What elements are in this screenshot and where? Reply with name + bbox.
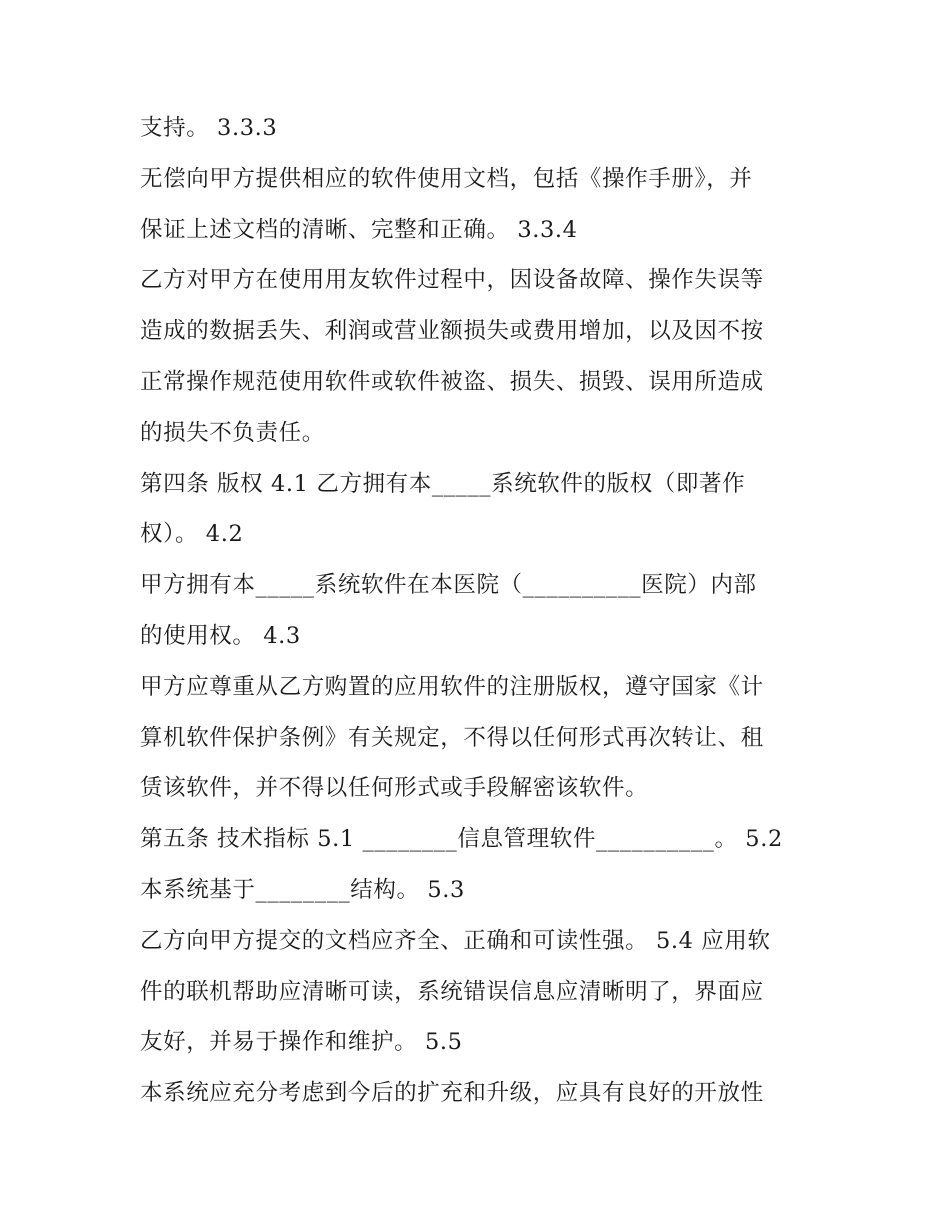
text-line: 算机软件保护条例》有关规定，不得以任何形式再次转让、租	[140, 724, 764, 751]
document-body	[140, 103, 820, 1119]
section-heading-line: 第五条 技术指标 5.1 ________信息管理软件__________。 5.2	[140, 826, 783, 853]
text-line: 本系统应充分考虑到今后的扩充和升级，应具有良好的开放性	[140, 1080, 764, 1107]
text-line: 保证上述文档的清晰、完整和正确。 3.3.4	[140, 216, 578, 243]
text-line: 甲方拥有本_____系统软件在本医院（__________医院）内部	[140, 572, 757, 599]
text-line: 赁该软件，并不得以任何形式或手段解密该软件。	[140, 775, 649, 802]
text-line: 本系统基于________结构。 5.3	[140, 876, 465, 903]
text-line: 件的联机帮助应清晰可读，系统错误信息应清晰明了，界面应	[140, 978, 764, 1005]
text-line: 无偿向甲方提供相应的软件使用文档，包括《操作手册》，并	[140, 165, 753, 192]
text-line: 权）。 4.2	[140, 521, 244, 548]
text-line: 友好，并易于操作和维护。 5.5	[140, 1029, 463, 1056]
text-line: 乙方向甲方提交的文档应齐全、正确和可读性强。 5.4 应用软	[140, 927, 771, 954]
text-line: 正常操作规范使用软件或软件被盗、损失、损毁、误用所造成	[140, 368, 764, 395]
text-line: 支持。 3.3.3	[140, 115, 278, 141]
text-line: 的损失不负责任。	[140, 419, 325, 446]
text-line: 造成的数据丢失、利润或营业额损失或费用增加，以及因不按	[140, 318, 764, 345]
text-line: 的使用权。 4.3	[140, 622, 301, 649]
text-line: 乙方对甲方在使用用友软件过程中，因设备故障、操作失误等	[140, 267, 764, 294]
text-line: 甲方应尊重从乙方购置的应用软件的注册版权，遵守国家《计	[140, 673, 764, 700]
section-heading-line: 第四条 版权 4.1 乙方拥有本_____系统软件的版权（即著作	[140, 470, 746, 497]
